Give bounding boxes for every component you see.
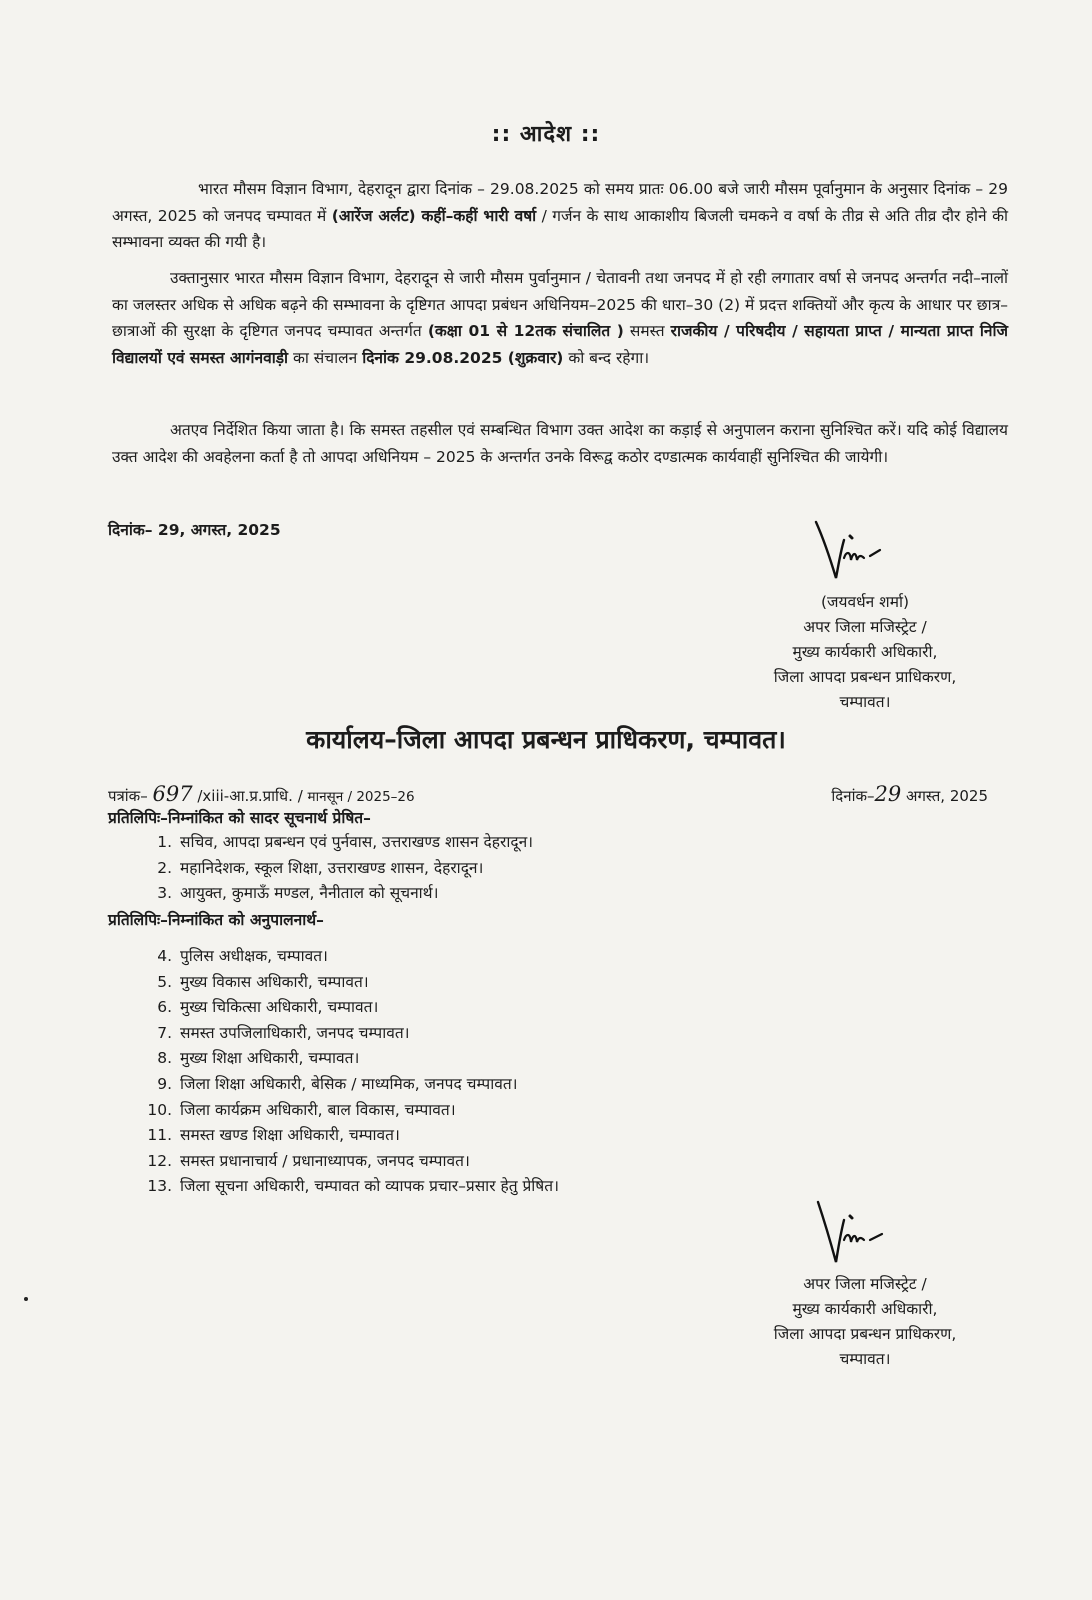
cc-info-heading: प्रतिलिपिः–निम्नांकित को सादर सूचनार्थ प्रेषित– — [108, 809, 371, 827]
handwritten-letter-number: 697 — [152, 782, 193, 806]
letter-code: /xiii-आ.प्र.प्राधि. / — [197, 787, 308, 805]
list-item-text: आयुक्त, कुमाऊँ मण्डल, नैनीताल को सूचनार्थ। — [180, 884, 439, 903]
list-item — [140, 1149, 559, 1175]
letter-date-prefix: दिनांक– — [831, 787, 875, 805]
handwritten-signature-2 — [740, 1200, 990, 1272]
list-item — [140, 1098, 559, 1124]
letter-date-rest: अगस्त, 2025 — [901, 787, 988, 805]
letter-number-prefix: पत्रांक– — [108, 787, 148, 805]
list-item-number: 6. — [157, 998, 172, 1017]
list-item — [140, 1021, 559, 1047]
paragraph-closure-order — [112, 265, 1008, 371]
signatory-designation: मुख्य कार्यकारी अधिकारी, — [792, 1300, 938, 1318]
list-item-number: 4. — [157, 947, 172, 965]
list-item-number: 2. — [157, 858, 172, 877]
signatory-name: (जयवर्धन शर्मा) — [820, 593, 910, 611]
list-item-number: 11. — [147, 1126, 172, 1145]
list-item-number: 10. — [147, 1100, 172, 1119]
list-item-number: 1. — [157, 833, 172, 851]
letter-code-year: मानसून / 2025–26 — [307, 789, 415, 805]
cc-info-list — [140, 830, 533, 907]
signatory-office: जिला आपदा प्रबन्धन प्राधिकरण, — [773, 1325, 957, 1343]
list-item-number: 8. — [157, 1049, 172, 1068]
list-item — [140, 944, 559, 970]
list-item — [140, 856, 533, 882]
list-item — [140, 830, 533, 856]
list-item-text: जिला सूचना अधिकारी, चम्पावत को व्यापक प्रचार–प्रसार हेतु प्रेषित। — [180, 1177, 559, 1196]
scan-speck — [24, 1297, 28, 1301]
list-item-text: मुख्य शिक्षा अधिकारी, चम्पावत। — [180, 1049, 360, 1068]
letter-date — [831, 782, 988, 806]
paragraph-text: / गर्जन के साथ आकाशीय बिजली चमकने व वर्षा के तीव्र से अति तीव्र दौर होने की सम्भावना व्यक्त की गयी है। — [112, 206, 1008, 251]
paragraph-bold-text: राजकीय / परिषदीय / सहायता प्राप्त / मान्यता प्राप्त निजि विद्यालयों एवं समस्त आगंनवाड़ी — [112, 322, 1009, 367]
order-date: दिनांक– 29, अगस्त, 2025 — [108, 521, 281, 539]
cc-comply-list — [140, 944, 559, 1200]
signature-block-2 — [740, 1200, 990, 1372]
list-item-text: समस्त प्रधानाचार्य / प्रधानाध्यापक, जनपद चम्पावत। — [180, 1151, 470, 1170]
signature-block-1 — [740, 518, 990, 715]
list-item — [140, 1046, 559, 1072]
paragraph-text: को बन्द रहेगा। — [563, 348, 650, 367]
signatory-place: चम्पावत। — [839, 693, 891, 711]
list-item-text: मुख्य चिकित्सा अधिकारी, चम्पावत। — [180, 998, 379, 1017]
signatory-place: चम्पावत। — [839, 1350, 891, 1368]
list-item-text: जिला शिक्षा अधिकारी, बेसिक / माध्यमिक, जनपद चम्पावत। — [180, 1074, 518, 1093]
list-item-text: मुख्य विकास अधिकारी, चम्पावत। — [180, 972, 369, 991]
letter-number — [108, 782, 415, 806]
signatory-office: जिला आपदा प्रबन्धन प्राधिकरण, — [773, 668, 957, 686]
paragraph-bold-text: (आरेंज अर्लट) कहीं–कहीं भारी वर्षा — [331, 206, 537, 225]
list-item — [140, 1123, 559, 1149]
list-item-text: पुलिस अधीक्षक, चम्पावत। — [180, 947, 328, 965]
list-item — [140, 881, 533, 907]
list-item-number: 5. — [157, 972, 172, 991]
list-item-text: समस्त खण्ड शिक्षा अधिकारी, चम्पावत। — [180, 1126, 400, 1145]
paragraph-text: समस्त — [623, 322, 671, 340]
list-item — [140, 970, 559, 996]
paragraph-weather-forecast — [112, 176, 1008, 256]
signatory-designation: अपर जिला मजिस्ट्रेट / — [803, 618, 927, 636]
handwritten-signature-1 — [740, 518, 990, 590]
paragraph-bold-text: दिनांक 29.08.2025 (शुक्रवार) — [362, 348, 564, 367]
handwritten-date-day: 29 — [874, 782, 902, 806]
list-item-text: महानिदेशक, स्कूल शिक्षा, उत्तराखण्ड शासन, देहरादून। — [180, 858, 484, 877]
paragraph-compliance-directive: अतएव निर्देशित किया जाता है। कि समस्त तहसील एवं सम्बन्धित विभाग उक्त आदेश का कड़ाई से अनुपालन कराना सुनिश्चित करें। यदि कोई विद्यालय उक्त आदेश की अवहेलना कर्ता है तो आपदा अधिनियम – 2025 के अन्तर्गत उनके विरूद्व कठोर दण्डात्मक कार्यवाहीं सुनिश्चित की जायेगी। — [112, 421, 1008, 466]
list-item — [140, 1174, 559, 1200]
paragraph-text: का संचालन — [288, 348, 363, 367]
list-item-text: जिला कार्यक्रम अधिकारी, बाल विकास, चम्पावत। — [180, 1100, 456, 1119]
list-item-text: समस्त उपजिलाधिकारी, जनपद चम्पावत। — [180, 1023, 410, 1042]
list-item-text: सचिव, आपदा प्रबन्धन एवं पुर्नवास, उत्तराखण्ड शासन देहरादून। — [180, 833, 534, 851]
office-heading: कार्यालय–जिला आपदा प्रबन्धन प्राधिकरण, चम्पावत। — [306, 725, 786, 754]
cc-comply-heading: प्रतिलिपिः–निम्नांकित को अनुपालनार्थ– — [108, 911, 324, 929]
list-item-number: 7. — [157, 1023, 172, 1042]
paragraph-text: भारत मौसम विज्ञान विभाग, देहरादून द्वारा दिनांक – 29.08.2025 को समय प्रातः 06.00 बजे जारी मौसम पूर्वानुमान के अनुसार दिनांक – 29 अगस्त, 2025 को जनपद चम्पावत में — [112, 180, 1008, 225]
list-item-number: 3. — [157, 884, 172, 903]
paragraph-text: उक्तानुसार भारत मौसम विज्ञान विभाग, देहरादून से जारी मौसम पुर्वानुमान / चेतावनी तथा जनपद में हो रही लगातार वर्षा से जनपद अन्तर्गत नदी–नालों का जलस्तर अधिक से अधिक बढ़ने की सम्भावना के दृष्टिगत आपदा प्रबंधन अधिनियम–2025 की धारा–30 (2) में प्रदत्त शक्तियों और कृत्य के आधार पर छात्र–छात्राओं की सुरक्षा के दृष्टिगत जनपद चम्पावत अन्तर्गत — [112, 269, 1008, 340]
list-item-number: 12. — [147, 1151, 172, 1170]
list-item — [140, 1072, 559, 1098]
signatory-designation: मुख्य कार्यकारी अधिकारी, — [792, 643, 938, 661]
order-title: :: आदेश :: — [491, 122, 601, 147]
list-item-number: 9. — [157, 1074, 172, 1093]
list-item-number: 13. — [147, 1177, 172, 1196]
signatory-designation: अपर जिला मजिस्ट्रेट / — [803, 1275, 927, 1293]
list-item — [140, 995, 559, 1021]
paragraph-bold-text: (कक्षा 01 से 12तक संचालित ) — [427, 322, 624, 340]
